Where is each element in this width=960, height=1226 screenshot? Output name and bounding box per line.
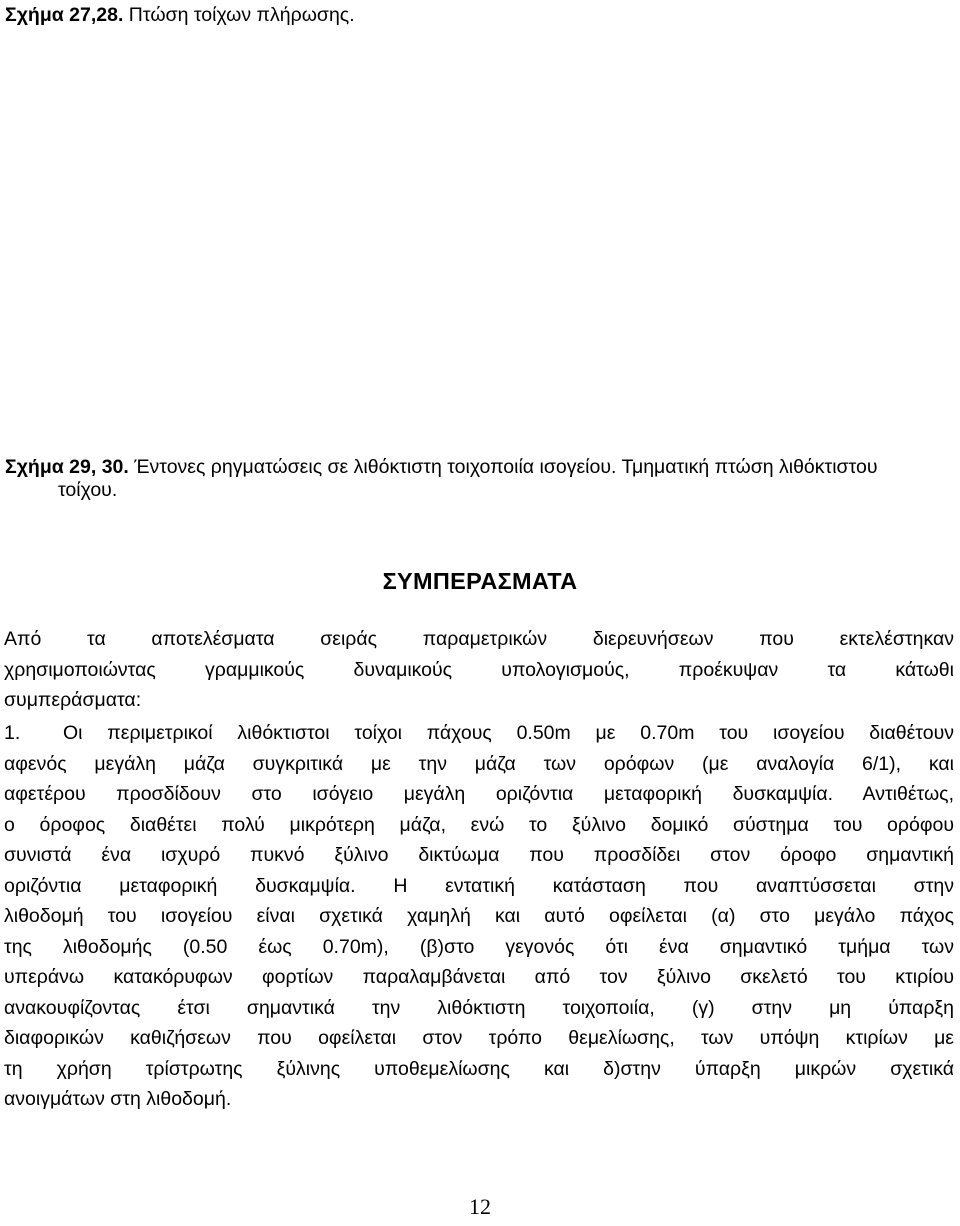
list-item-line: της λιθοδομής (0.50 έως 0.70m), (β)στο γεγονός ότι ένα σημαντικό τμήμα των xyxy=(4,935,954,958)
figure-caption-29-30 xyxy=(5,456,955,502)
figure-caption-label: Σχήμα 27,28. xyxy=(5,4,124,26)
list-item-line: οριζόντια μεταφορική δυσκαμψία. Η εντατική κατάσταση που αναπτύσσεται στην xyxy=(4,874,954,897)
list-item-line: υπεράνω κατακόρυφων φορτίων παραλαμβάνεται από τον ξύλινο σκελετό του κτιρίου xyxy=(4,966,954,988)
figure-caption-text: Έντονες ρηγματώσεις σε λιθόκτιστη τοιχοποιία ισογείου. Τμηματική πτώση λιθόκτιστου xyxy=(128,456,878,478)
intro-line: χρησιμοποιώντας γραμμικούς δυναμικούς υπολογισμούς, προέκυψαν τα κάτωθι xyxy=(4,658,954,681)
list-item-text xyxy=(4,718,954,1115)
conclusion-item-1 xyxy=(4,718,954,1115)
figure-caption-27-28 xyxy=(5,4,355,27)
list-item-line: τη χρήση τρίστρωτης ξύλινης υποθεμελίωσης και δ)στην ύπαρξη μικρών σχετικά xyxy=(4,1057,954,1080)
intro-paragraph xyxy=(4,624,954,716)
figure-caption-label: Σχήμα 29, 30. xyxy=(5,456,129,478)
intro-line: Από τα αποτελέσματα σειράς παραμετρικών διερευνήσεων που εκτελέστηκαν xyxy=(4,628,954,650)
list-item-line: ανοιγμάτων στη λιθοδομή. xyxy=(4,1088,232,1110)
list-item-line: ο όροφος διαθέτει πολύ μικρότερη μάζα, ενώ το ξύλινο δομικό σύστημα του ορόφου xyxy=(4,813,954,836)
intro-line: συμπεράσματα: xyxy=(4,689,142,711)
list-item-line: ανακουφίζοντας έτσι σημαντικά την λιθόκτιστη τοιχοποιία, (γ) στην μη ύπαρξη xyxy=(4,996,954,1019)
list-item-line: αφενός μεγάλη μάζα συγκριτικά με την μάζα των ορόφων (με αναλογία 6/1), και xyxy=(4,752,954,775)
list-item-line: συνιστά ένα ισχυρό πυκνό ξύλινο δικτύωμα που προσδίδει στον όροφο σημαντική xyxy=(4,844,954,866)
figure-caption-text: Πτώση τοίχων πλήρωσης. xyxy=(123,4,355,26)
list-item-line: λιθοδομή του ισογείου είναι σχετικά χαμηλή και αυτό οφείλεται (α) στο μεγάλο πάχος xyxy=(4,905,954,927)
list-item-number: 1. xyxy=(4,722,21,744)
page-number: 12 xyxy=(469,1194,491,1219)
figure-caption-text-continued: τοίχου. xyxy=(58,479,118,501)
list-item-line: αφετέρου προσδίδουν στο ισόγειο μεγάλη οριζόντια μεταφορική δυσκαμψία. Αντιθέτως, xyxy=(4,783,954,805)
section-heading: ΣΥΜΠΕΡΑΣΜΑΤΑ xyxy=(382,568,578,594)
list-item-line: διαφορικών καθιζήσεων που οφείλεται στον τρόπο θεμελίωσης, των υπόψη κτιρίων με xyxy=(4,1027,954,1049)
list-item-line: Οι περιμετρικοί λιθόκτιστοι τοίχοι πάχους 0.50m με 0.70m του ισογείου διαθέτουν xyxy=(63,722,954,744)
